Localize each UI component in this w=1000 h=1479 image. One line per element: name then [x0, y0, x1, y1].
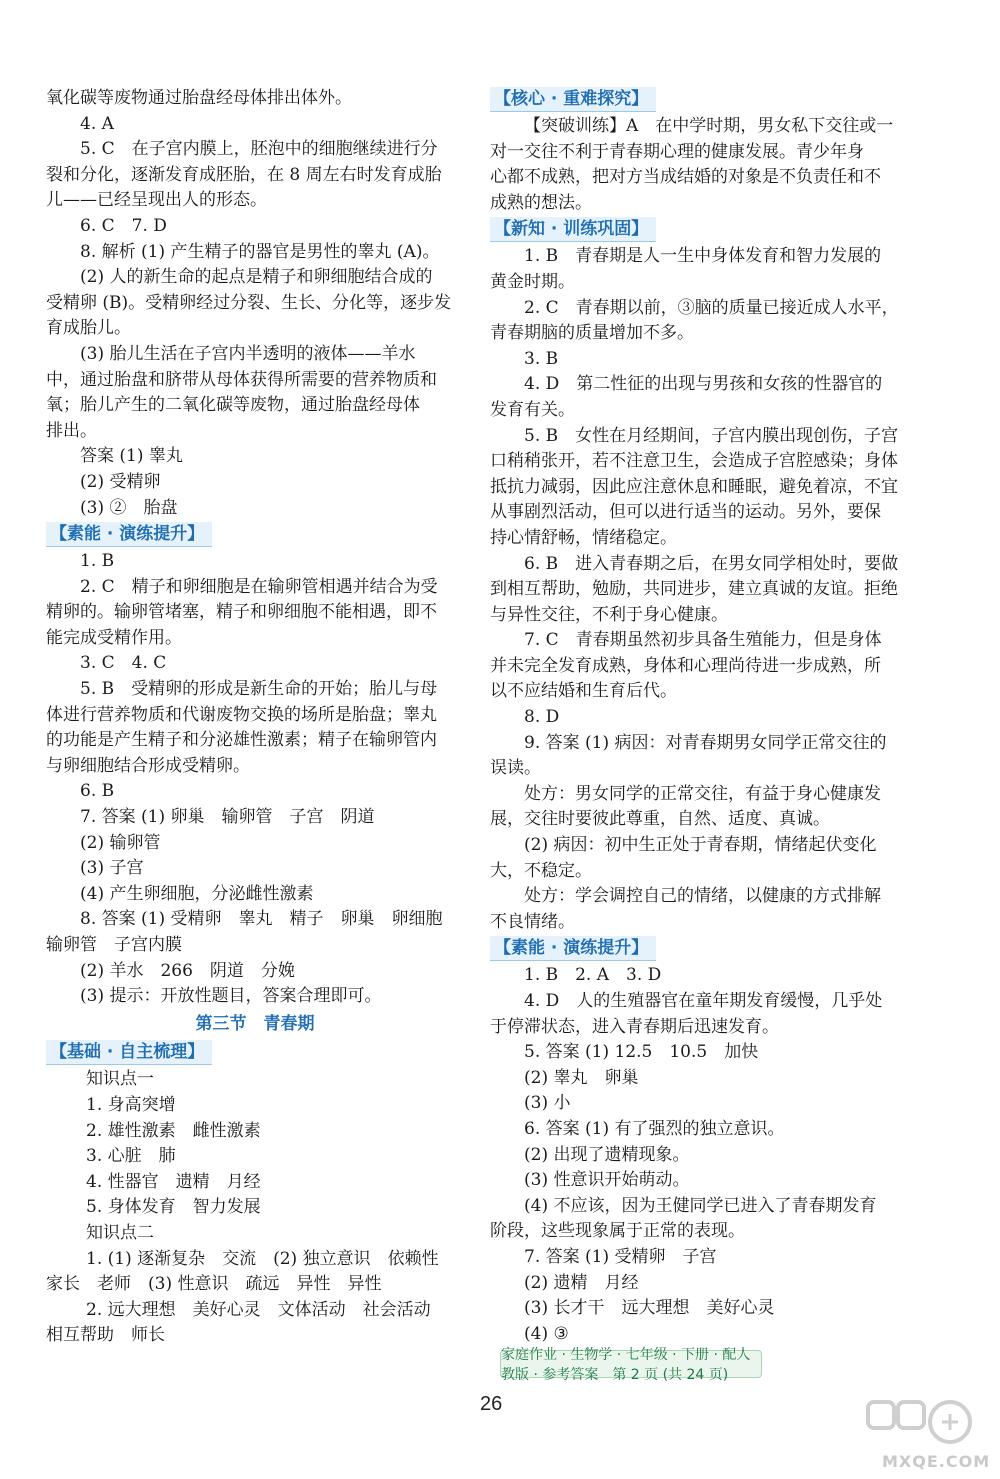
text-line: 8. D — [524, 707, 560, 728]
text-line: 8. 答案 (1) 受精卵 睾丸 精子 卵巢 卵细胞 — [80, 909, 443, 930]
answer-item — [490, 989, 910, 1040]
answer-item — [490, 1040, 910, 1117]
text-line: 输卵管 子宫内膜 — [46, 935, 182, 955]
text-line: (2) 遗精 月经 — [524, 1272, 639, 1293]
text-line: (4) 不应该，因为王健同学已进入了青春期发育 — [524, 1195, 877, 1216]
text-line: (3) 小 — [524, 1093, 571, 1114]
text-line: 儿——已经呈现出人的形态。 — [46, 190, 267, 211]
text-line: 并未完全发育成熟，身体和心理尚待进一步成熟，所 — [490, 655, 881, 676]
answer-item — [490, 963, 910, 989]
text-line: 4. D 人的生殖器官在童年期发育缓慢，几乎处 — [524, 991, 883, 1011]
text-line: (2) 出现了遗精现象。 — [524, 1144, 690, 1165]
text-line: 7. 答案 (1) 卵巢 输卵管 子宫 阴道 — [80, 807, 375, 828]
page-footer — [500, 1347, 762, 1383]
text-line: 相互帮助 师长 — [46, 1325, 165, 1346]
text-line: 5. 身体发育 智力发展 — [86, 1197, 261, 1218]
text-line: 3. B — [524, 348, 559, 369]
text-line: (3) 性意识开始萌动。 — [524, 1170, 690, 1191]
answer-item — [46, 805, 464, 907]
answer-item — [46, 214, 464, 240]
text-line: 4. 性器官 遗精 月经 — [86, 1171, 261, 1192]
text-line: 与异性交往，不利于身心健康。 — [490, 604, 728, 625]
section-header-jichu: 【基础 · 自主梳理】 — [46, 1040, 212, 1065]
text-line: (2) 输卵管 — [80, 832, 161, 853]
text-line: 对一交往不利于青春期心理的健康发展。青少年身 — [490, 141, 864, 162]
text-line: 展，交往时要彼此尊重，自然、适度、真诚。 — [490, 809, 830, 830]
answer-item — [46, 779, 464, 805]
text-line: 的功能是产生精子和分泌雄性激素；精子在输卵管内 — [46, 730, 437, 751]
text-line: 7. 答案 (1) 受精卵 子宫 — [524, 1246, 717, 1267]
answer-item — [490, 1219, 910, 1245]
text-line: 2. 远大理想 美好心灵 文体活动 社会活动 — [86, 1299, 431, 1320]
text-line: 1. B 青春期是人一生中身体发育和智力发展的 — [524, 246, 882, 267]
text-line: 5. B 受精卵的形成是新生命的开始；胎儿与母 — [80, 679, 438, 700]
text-line: 4. A — [80, 113, 114, 134]
text-line: 2. 雄性激素 雌性激素 — [86, 1120, 261, 1141]
text-line: 黄金时期。 — [490, 271, 575, 292]
page-number: 26 — [480, 1393, 503, 1415]
section-header-suneng: 【素能 · 演练提升】 — [46, 522, 212, 547]
text-line: 从事剧烈活动，但可以进行适当的运动。另外，要保 — [490, 502, 881, 523]
answer-item — [490, 1245, 910, 1347]
knowledge-item — [46, 1247, 464, 1298]
watermark-text: MXQE.COM — [882, 1452, 991, 1471]
text-line: (2) 睾丸 卵巢 — [524, 1067, 639, 1088]
text-line: 6. C 7. D — [80, 215, 167, 236]
text-line: 到相互帮助，勉励，共同进步，建立真诚的友谊。拒绝 — [490, 579, 898, 600]
text-line: 答案 (1) 睾丸 — [80, 446, 183, 467]
text-line: 氧；胎儿产生的二氧化碳等废物，通过胎盘经母体 — [46, 395, 420, 416]
text-line: (4) 产生卵细胞，分泌雌性激素 — [80, 883, 314, 904]
text-line: (3) 子宫 — [80, 858, 144, 879]
text-line: 中，通过胎盘和脐带从母体获得所需要的营养物质和 — [46, 369, 437, 390]
text-line: 6. B — [80, 781, 115, 802]
answer-item — [490, 628, 910, 705]
text-line: 3. C 4. C — [80, 653, 167, 674]
text-line: 青春期脑的质量增加不多。 — [490, 323, 694, 344]
answer-item — [490, 833, 910, 884]
text-line: 7. C 青春期虽然初步具备生殖能力，但是身体 — [524, 630, 882, 651]
chapter-title: 第三节 青春期 — [195, 1013, 315, 1034]
text-line: 6. B 进入青春期之后，在男女同学相处时，要做 — [524, 553, 899, 574]
text-line: 育成胎儿。 — [46, 318, 131, 339]
text-line: 处方：男女同学的正常交往，有益于身心健康发 — [524, 783, 881, 804]
text-line: 心都不成熟，把对方当成结婚的对象是不负责任和不 — [490, 167, 881, 188]
answer-item — [490, 424, 910, 552]
left-column — [46, 86, 464, 1349]
text-line: 体进行营养物质和代谢废物交换的场所是胎盘；睾丸 — [46, 704, 437, 725]
section-header-xinzhi: 【新知 · 训练巩固】 — [490, 217, 656, 242]
text-line: 5. C 在子宫内膜上，胚泡中的细胞继续进行分 — [80, 139, 438, 160]
text-line: 【突破训练】A 在中学时期，男女私下交往或一 — [524, 116, 894, 136]
text-line: 成熟的想法。 — [490, 192, 592, 213]
answer-item — [46, 112, 464, 138]
answer-item — [490, 1117, 910, 1219]
text-line: (3) 长才干 远大理想 美好心灵 — [524, 1298, 775, 1319]
text-line: 6. 答案 (1) 有了强烈的独立意识。 — [524, 1118, 785, 1139]
answer-item — [490, 372, 910, 423]
text-line: 家长 老师 (3) 性意识 疏远 异性 异性 — [46, 1274, 382, 1295]
text-line: (2) 羊水 266 阴道 分娩 — [80, 960, 295, 981]
text-line: 8. 解析 (1) 产生精子的器官是男性的睾丸 (A)。 — [80, 241, 440, 262]
answer-item — [490, 731, 910, 782]
text-line: 受精卵 (B)。受精卵经过分裂、生长、分化等，逐步发 — [46, 292, 452, 313]
answer-item — [46, 137, 464, 214]
right-column — [490, 86, 910, 1347]
text-line: 精卵的。输卵管堵塞，精子和卵细胞不能相遇，即不 — [46, 602, 437, 623]
text-line: 知识点二 — [86, 1222, 154, 1243]
text-line: 5. 答案 (1) 12.5 10.5 加快 — [524, 1042, 759, 1063]
text-line: 1. 身高突增 — [86, 1094, 176, 1115]
text-line: 持心情舒畅，情绪稳定。 — [490, 527, 677, 548]
text-line: 知识点一 — [86, 1069, 154, 1090]
text-line: (3) 胎儿生活在子宫内半透明的液体——羊水 — [80, 343, 416, 364]
answer-item — [490, 782, 910, 833]
text-line: 阶段，这些现象属于正常的表现。 — [490, 1221, 745, 1242]
text-line: (2) 病因：初中生正处于青春期，情绪起伏变化 — [524, 835, 877, 856]
answer-item — [46, 549, 464, 575]
answer-item — [46, 907, 464, 1009]
text-line: 不良情绪。 — [490, 911, 575, 932]
text-line: 发育有关。 — [490, 399, 575, 420]
text-line: 1. B 2. A 3. D — [524, 965, 662, 986]
text-line: 能完成受精作用。 — [46, 627, 182, 648]
text-line: (4) ③ — [524, 1323, 569, 1344]
text-line: 处方：学会调控自己的情绪，以健康的方式排解 — [524, 886, 881, 907]
text-line: 1. (1) 逐渐复杂 交流 (2) 独立意识 依赖性 — [86, 1248, 439, 1269]
text-line: 误读。 — [490, 758, 541, 779]
text-line: 与卵细胞结合形成受精卵。 — [46, 755, 250, 776]
answer-item — [490, 884, 910, 935]
answer-item — [46, 651, 464, 677]
text-line: 于停滞状态，进入青春期后迅速发育。 — [490, 1016, 779, 1037]
text-line: 口稍稍张开，若不注意卫生，会造成子宫腔感染；身体 — [490, 451, 898, 472]
text-line: 排出。 — [46, 420, 97, 441]
text-line: 4. D 第二性征的出现与男孩和女孩的性器官的 — [524, 374, 883, 395]
answer-item — [46, 240, 464, 342]
text-line: (3) ② 胎盘 — [80, 497, 178, 518]
footer-text: 家庭作业 · 生物学 · 七年级 · 下册 · 配人教版 · 参考答案 第 2 页 (共 24 页) — [501, 1347, 751, 1383]
text-line: (3) 提示：开放性题目，答案合理即可。 — [80, 986, 382, 1007]
text-line: 氧化碳等废物通过胎盘经母体排出体外。 — [46, 88, 352, 108]
section-header-suneng-2: 【素能 · 演练提升】 — [490, 936, 656, 961]
text-line: 2. C 精子和卵细胞是在输卵管相遇并结合为受 — [80, 576, 438, 597]
left-text-block — [46, 86, 464, 112]
text-line: 2. C 青春期以前，③脑的质量已接近成人水平， — [524, 297, 899, 318]
text-line: 以不应结婚和生育后代。 — [490, 681, 677, 702]
text-line: 9. 答案 (1) 病因：对青春期男女同学正常交往的 — [524, 732, 887, 753]
text-line: 3. 心脏 肺 — [86, 1146, 176, 1167]
knowledge-item — [46, 1298, 464, 1349]
text-line: 1. B — [80, 551, 115, 572]
text-line: (2) 受精卵 — [80, 471, 161, 492]
answer-item — [490, 705, 910, 731]
text-line: (2) 人的新生命的起点是精子和卵细胞结合成的 — [80, 267, 433, 288]
answer-item — [490, 296, 910, 347]
answer-item — [490, 114, 910, 216]
section-header-hexin: 【核心 · 重难探究】 — [490, 87, 656, 112]
answer-item — [46, 342, 464, 444]
text-line: 裂和分化，逐渐发育成胚胎，在 8 周左右时发育成胎 — [46, 164, 442, 185]
text-line: 抵抗力减弱，因此应注意休息和睡眠，避免着凉，不宜 — [490, 476, 898, 497]
answer-item — [46, 444, 464, 521]
answer-item — [490, 244, 910, 295]
answer-item — [46, 677, 464, 779]
answer-item — [490, 552, 910, 629]
knowledge-list — [46, 1067, 464, 1246]
text-line: 大，不稳定。 — [490, 860, 592, 881]
answer-item — [490, 347, 910, 373]
answer-item — [46, 575, 464, 652]
text-line: 5. B 女性在月经期间，子宫内膜出现创伤，子宫 — [524, 425, 899, 446]
